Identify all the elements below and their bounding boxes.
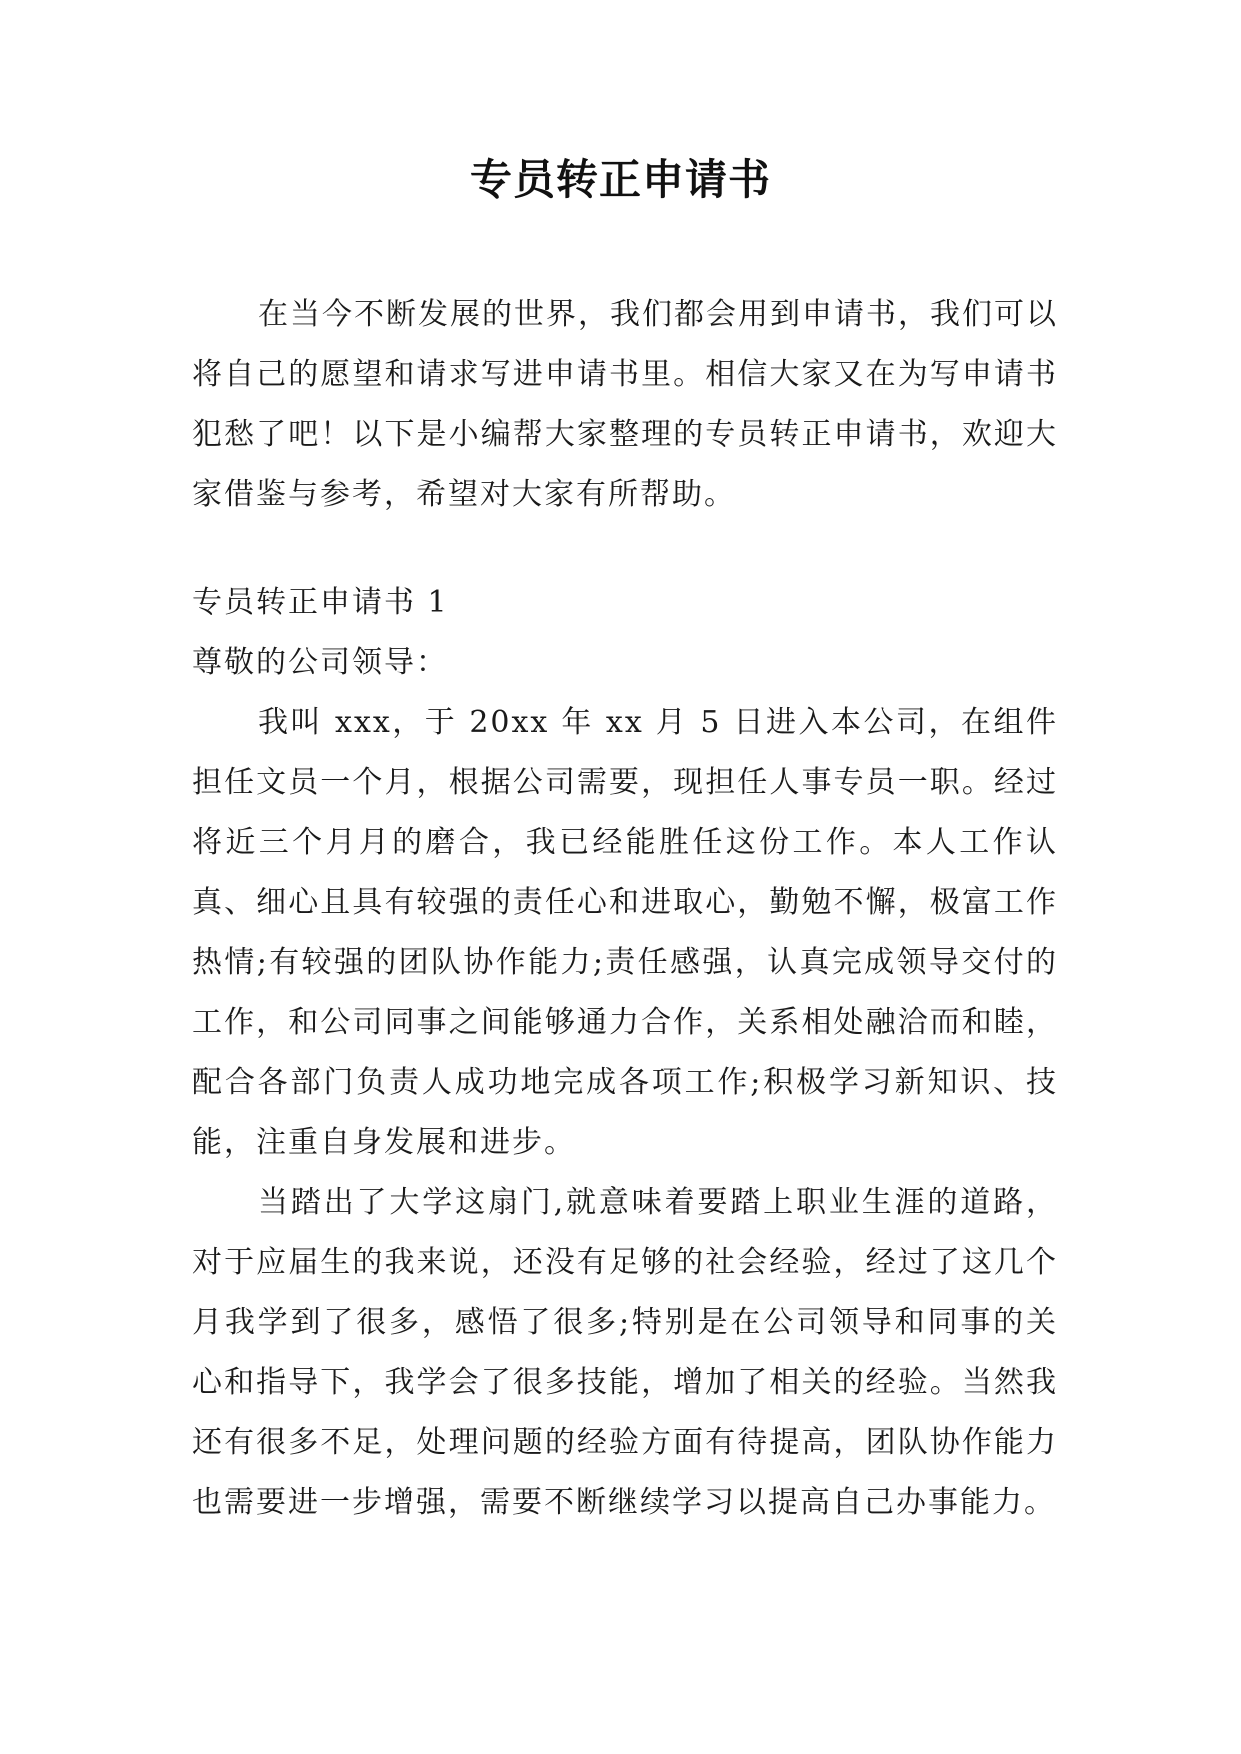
letter-body [192,693,1058,1533]
letter-paragraph: 我叫 xxx，于 20xx 年 xx 月 5 日进入本公司，在组件担任文员一个月，根据公司需要，现担任人事专员一职。经过将近三个月月的磨合，我已经能胜任这份工作。本人工作认真、细心且具有较强的责任心和进取心，勤勉不懈，极富工作热情;有较强的团队协作能力;责任感强，认真完成领导交付的工作，和公司同事之间能够通力合作，关系相处融洽而和睦，配合各部门负责人成功地完成各项工作;积极学习新知识、技能，注重自身发展和进步。 [192,705,1058,1160]
document-title: 专员转正申请书 [469,155,771,204]
intro-section [192,285,1058,525]
letter-paragraph: 当踏出了大学这扇门,就意味着要踏上职业生涯的道路，对于应届生的我来说，还没有足够的社会经验，经过了这几个月我学到了很多，感悟了很多;特别是在公司领导和同事的关心和指导下，我学会了很多技能，增加了相关的经验。当然我还有很多不足，处理问题的经验方面有待提高，团队协作能力也需要进一步增强，需要不断继续学习以提高自己办事能力。 [192,1185,1058,1520]
salutation: 尊敬的公司领导： [192,645,448,680]
section-title: 专员转正申请书 1 [192,585,449,620]
intro-paragraph: 在当今不断发展的世界，我们都会用到申请书，我们可以将自己的愿望和请求写进申请书里。相信大家又在为写申请书犯愁了吧！以下是小编帮大家整理的专员转正申请书，欢迎大家借鉴与参考，希望对大家有所帮助。 [192,297,1058,512]
